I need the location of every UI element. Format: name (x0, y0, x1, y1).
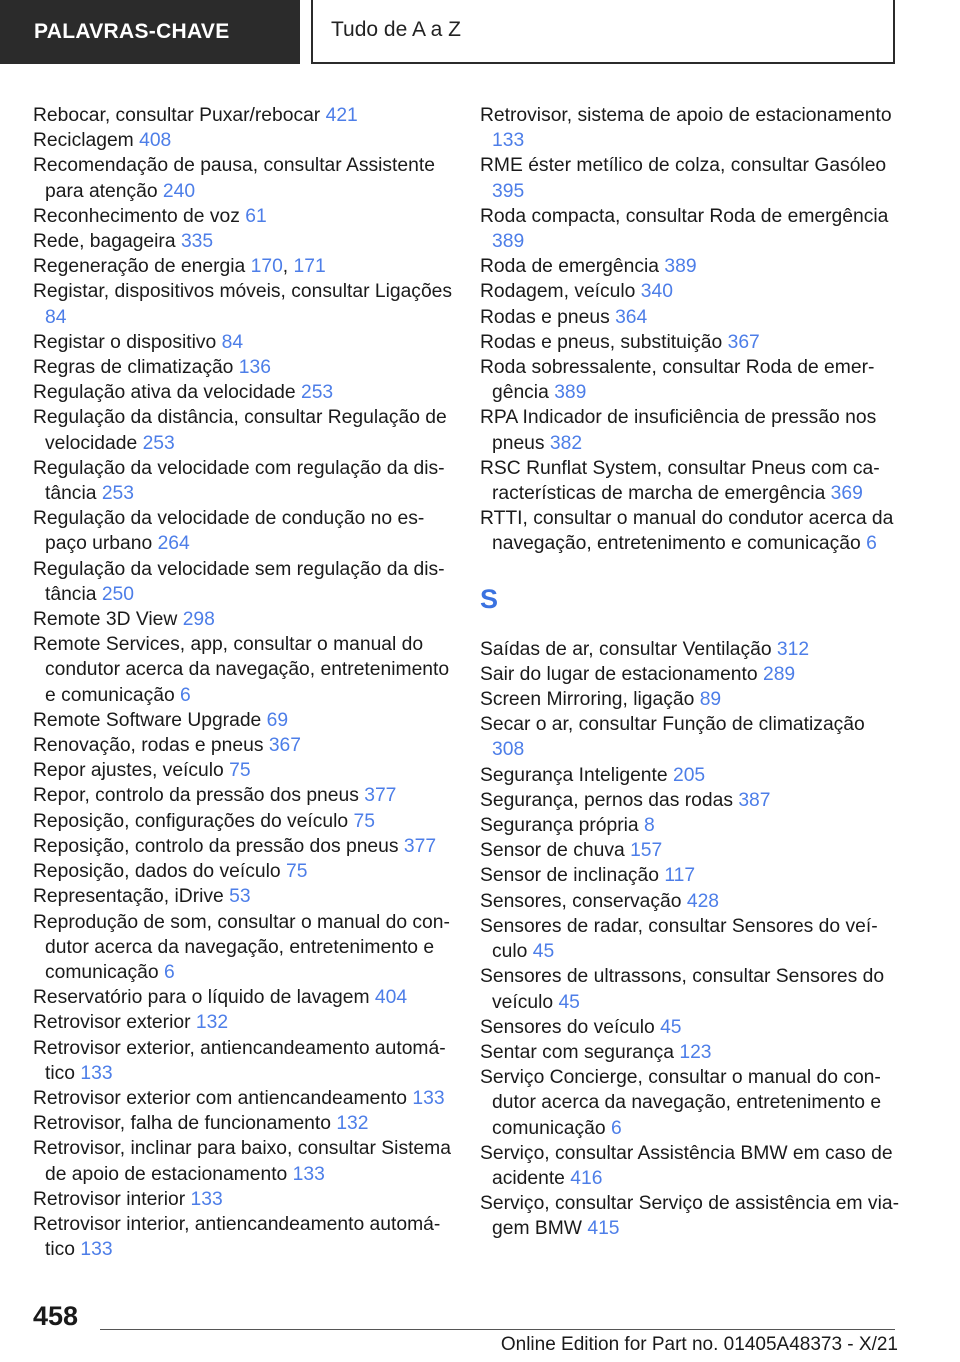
page-link[interactable]: 421 (325, 105, 358, 126)
index-entry (480, 1040, 900, 1065)
page-link[interactable]: 308 (492, 739, 525, 761)
index-entry (33, 103, 453, 128)
page-link[interactable]: 253 (142, 432, 175, 454)
index-entry (480, 889, 900, 914)
index-entry (33, 153, 453, 203)
index-entry (33, 128, 453, 153)
index-entry (33, 783, 453, 808)
index-entry (480, 305, 900, 330)
index-entry-term: Reconhecimento de voz (33, 205, 240, 227)
page-link[interactable]: 75 (285, 861, 308, 883)
page-link[interactable]: 75 (229, 760, 251, 782)
index-entry (33, 859, 453, 884)
page-link[interactable]: 6 (180, 684, 191, 706)
page-link[interactable]: 389 (664, 256, 697, 278)
page-link[interactable]: 387 (738, 789, 771, 811)
index-entry-term: Retrovisor interior (33, 1188, 186, 1210)
index-entry (33, 809, 453, 834)
page-link[interactable]: 133 (492, 130, 525, 152)
page-number: 458 (33, 1301, 79, 1331)
index-entry-term: Rede, bagageira (33, 231, 176, 253)
index-entry-term: Remote Services, app, consultar o manual do condutor acerca da navegação, entretenimento e comunicação (33, 634, 450, 706)
page-separator: , (282, 256, 289, 278)
index-entry-term: RSC Runflat System, consultar Pneus com características de marcha de emergência (480, 457, 880, 505)
index-entry-term: Reposição, controlo da pressão dos pneus (33, 835, 399, 857)
index-entry-term: Serviço Concierge, consultar o manual do condutor acerca da navegação, entretenimento e comunicação (480, 1067, 882, 1139)
index-entry (33, 910, 453, 986)
index-entry-term: Rodagem, veículo (480, 281, 636, 303)
index-entry-term: Sair do lugar de estacionamento (480, 663, 758, 685)
index-entry-term: Reservatório para o líquido de lavagem (33, 987, 370, 1009)
index-entry-term: Reposição, dados do veículo (33, 861, 281, 883)
index-entry-term: Roda sobressalente, consultar Roda de emergência (480, 357, 875, 404)
index-entry-term: Regulação ativa da velocidade (33, 382, 296, 404)
index-entry-term: Retrovisor exterior (33, 1012, 191, 1034)
page-link[interactable]: 264 (157, 533, 190, 555)
page-link[interactable]: 367 (268, 735, 301, 757)
index-entry-term: Retrovisor exterior, antiencandeamento automático (33, 1037, 446, 1084)
index-entry (33, 1136, 453, 1186)
index-entry (33, 229, 453, 254)
index-entry-term: Screen Mirroring, ligação (480, 689, 695, 711)
page-link[interactable]: 75 (353, 810, 375, 832)
index-entry-term: Reciclagem (33, 130, 134, 152)
page-link[interactable]: 377 (364, 785, 397, 807)
page-link[interactable]: 289 (762, 663, 796, 685)
page-link[interactable]: 335 (180, 231, 214, 253)
page-link[interactable]: 6 (163, 961, 175, 983)
index-entry-term: Retrovisor, falha de funcionamento (33, 1113, 331, 1135)
index-entry-term: Recomendação de pausa, consultar Assistente para atenção (33, 155, 435, 202)
page-link[interactable]: 136 (238, 357, 271, 379)
index-entry (33, 380, 453, 405)
index-entry (33, 1187, 453, 1212)
chapter-tab: Tudo de A a Z (311, 0, 895, 64)
page-link[interactable]: 132 (336, 1113, 369, 1135)
page-link[interactable]: 170 (250, 256, 283, 278)
index-entry (480, 456, 900, 506)
page-link[interactable]: 8 (644, 815, 655, 837)
index-entry-term: Rodas e pneus, substituição (480, 331, 723, 353)
page-link[interactable]: 312 (776, 638, 810, 660)
page-link[interactable]: 382 (549, 432, 583, 454)
page-link[interactable]: 61 (245, 205, 267, 227)
index-column-right (480, 103, 900, 1242)
index-entry (33, 204, 453, 229)
index-entry (480, 662, 900, 687)
index-entry-term: Segurança, pernos das rodas (480, 789, 733, 811)
index-entry (33, 506, 453, 556)
section-tab: PALAVRAS-CHAVE (0, 0, 300, 64)
index-entry (480, 687, 900, 712)
page-link[interactable]: 395 (492, 180, 525, 202)
page-link[interactable]: 404 (374, 987, 408, 1009)
index-entry (480, 103, 900, 153)
page-link[interactable]: 408 (139, 130, 172, 152)
index-entry (480, 355, 900, 405)
index-entry-term: Segurança Inteligente (480, 764, 668, 786)
index-entry (33, 405, 453, 455)
index-entry (33, 632, 453, 708)
index-entry-term: Saídas de ar, consultar Ventilação (480, 638, 772, 660)
page-link[interactable]: 253 (101, 483, 134, 505)
page-link[interactable]: 69 (266, 709, 289, 731)
index-entry (480, 763, 900, 788)
index-entry-term: Sensores de radar, consultar Sensores do veículo (480, 915, 878, 963)
index-entry-term: Sensor de chuva (480, 840, 625, 862)
page-link[interactable]: 389 (492, 231, 525, 253)
page-link[interactable]: 45 (532, 941, 555, 963)
index-entry (480, 788, 900, 813)
page-link[interactable]: 367 (727, 331, 760, 353)
index-entry-term: RTTI, consultar o manual do condutor acerca da navegação, entretenimento e comunicação (480, 508, 894, 555)
index-entry-term: RME éster metílico de colza, consultar Gasóleo (480, 155, 887, 177)
page-link[interactable]: 428 (686, 890, 720, 912)
index-entry (480, 254, 900, 279)
index-entry-term: Repor, controlo da pressão dos pneus (33, 785, 359, 807)
index-entry-term: Reprodução de som, consultar o manual do condutor acerca da navegação, entretenimento e comunicação (33, 911, 450, 983)
index-entry-term: Registar, dispositivos móveis, consultar Ligações (33, 281, 453, 303)
index-entry (480, 712, 900, 762)
page-link[interactable]: 117 (664, 865, 696, 887)
index-entry (33, 279, 453, 329)
index-entry-term: Regulação da velocidade sem regulação da distância (33, 558, 445, 605)
index-entry (480, 279, 900, 304)
index-entry (480, 330, 900, 355)
page-link[interactable]: 53 (229, 886, 251, 908)
index-entry (480, 1191, 900, 1241)
index-group-s (480, 637, 900, 1242)
page-link[interactable]: 6 (866, 533, 877, 555)
index-entry (33, 557, 453, 607)
page-link[interactable]: 45 (660, 1016, 682, 1038)
index-entry-term: Rebocar, consultar Puxar/rebocar (33, 105, 321, 126)
index-entry-term: Remote 3D View (33, 609, 178, 631)
index-entry-term: Serviço, consultar Assistência BMW em caso de acidente (480, 1142, 893, 1189)
index-entry (480, 1065, 900, 1141)
index-entry (33, 330, 453, 355)
page-link[interactable]: 45 (558, 991, 580, 1013)
index-entry-term: Sensores de ultrassons, consultar Sensores do veículo (480, 966, 885, 1013)
section-letter: S (480, 583, 499, 614)
index-entry-term: Sensores, conservação (480, 890, 682, 912)
page-link[interactable]: 132 (195, 1012, 229, 1034)
page-link[interactable]: 364 (615, 306, 648, 328)
page-link[interactable]: 133 (80, 1062, 113, 1084)
page-link[interactable]: 298 (182, 609, 215, 631)
page-link[interactable]: 240 (162, 180, 196, 202)
page-link[interactable]: 205 (672, 764, 706, 786)
index-entry (33, 1086, 453, 1111)
index-group-r (480, 103, 900, 557)
index-entry (33, 607, 453, 632)
index-entry-term: Retrovisor, sistema de apoio de estacionamento (480, 105, 892, 126)
footer-edition: Online Edition for Part no. 01405A48373 - X/21 (500, 1334, 898, 1355)
page-header (0, 0, 960, 66)
index-entry-term: Serviço, consultar Serviço de assistência em viagem BMW (480, 1193, 900, 1240)
index-entry-term: Representação, iDrive (33, 886, 224, 908)
index-entry (480, 964, 900, 1014)
index-column-left (33, 103, 453, 1262)
page-link[interactable]: 340 (640, 281, 673, 303)
index-entry-term: Regras de climatização (33, 357, 234, 379)
index-entry (480, 863, 900, 888)
index-entry-term: Reposição, configurações do veículo (33, 810, 349, 832)
index-entry (480, 914, 900, 964)
page-link[interactable]: 133 (80, 1239, 113, 1261)
page-link[interactable]: 84 (221, 331, 244, 353)
page-link[interactable]: 171 (293, 256, 326, 278)
index-entry-term: Repor ajustes, veículo (33, 760, 224, 782)
index-entry (33, 254, 453, 279)
page-link[interactable]: 133 (412, 1087, 445, 1109)
footer-divider (100, 1329, 895, 1330)
index-entry (33, 884, 453, 909)
index-entry (480, 405, 900, 455)
index-entry-term: RPA Indicador de insuficiência de pressão nos pneus (480, 407, 877, 454)
index-entry (480, 838, 900, 863)
index-entry-term: Retrovisor, inclinar para baixo, consultar Sistema de apoio de estacionamento (33, 1138, 451, 1185)
page-link[interactable]: 377 (403, 835, 437, 857)
page-link[interactable]: 415 (587, 1218, 620, 1240)
index-entry (33, 1036, 453, 1086)
index-entry-term: Regulação da velocidade de condução no espaço urbano (33, 508, 425, 555)
page-link[interactable]: 250 (101, 583, 134, 605)
index-entry (33, 758, 453, 783)
page-link[interactable]: 133 (292, 1163, 325, 1185)
index-entry-term: Sensor de inclinação (480, 865, 660, 887)
index-entry (480, 204, 900, 254)
index-entry (33, 708, 453, 733)
page-link[interactable]: 253 (300, 382, 334, 404)
index-entry-term: Remote Software Upgrade (33, 709, 262, 731)
page-link[interactable]: 369 (830, 483, 863, 505)
index-entry (33, 355, 453, 380)
index-entry (480, 1141, 900, 1191)
page-link[interactable]: 6 (610, 1117, 622, 1139)
index-entry-term: Rodas e pneus (480, 306, 610, 328)
index-entry-term: Sentar com segurança (480, 1041, 674, 1063)
page-link[interactable]: 389 (554, 382, 587, 404)
index-entry-term: Segurança própria (480, 815, 639, 837)
index-entry-term: Regulação da velocidade com regulação da distância (33, 457, 445, 505)
page-link[interactable]: 133 (190, 1188, 223, 1210)
index-entry-term: Retrovisor exterior com antiencandeamento (33, 1087, 408, 1109)
index-entry (480, 813, 900, 838)
index-entry (480, 506, 900, 556)
index-entry-term: Roda compacta, consultar Roda de emergência (480, 205, 889, 227)
index-entry-term: Renovação, rodas e pneus (33, 735, 264, 757)
page-link[interactable]: 89 (699, 689, 722, 711)
index-entry (33, 985, 453, 1010)
index-entry (33, 1010, 453, 1035)
index-entry-term: Secar o ar, consultar Função de climatização (480, 714, 865, 736)
index-entry-term: Roda de emergência (480, 256, 660, 278)
index-entry (33, 733, 453, 758)
index-entry-term: Registar o dispositivo (33, 331, 217, 353)
index-entry (33, 834, 453, 859)
index-entry (480, 153, 900, 203)
index-entry (33, 1111, 453, 1136)
index-entry (480, 637, 900, 662)
index-entry (480, 1015, 900, 1040)
page-link[interactable]: 84 (45, 306, 67, 328)
page-link[interactable]: 416 (570, 1167, 603, 1189)
index-entry (33, 456, 453, 506)
index-entry-term: Sensores do veículo (480, 1016, 655, 1038)
index-entry (33, 1212, 453, 1262)
index-entry-term: Regeneração de energia (33, 256, 246, 278)
index-entry-term: Retrovisor interior, antiencandeamento automático (33, 1213, 441, 1261)
page-link[interactable]: 123 (679, 1041, 712, 1063)
index-entry-term: Regulação da distância, consultar Regulação de velocidade (33, 407, 447, 454)
page-link[interactable]: 157 (630, 840, 663, 862)
